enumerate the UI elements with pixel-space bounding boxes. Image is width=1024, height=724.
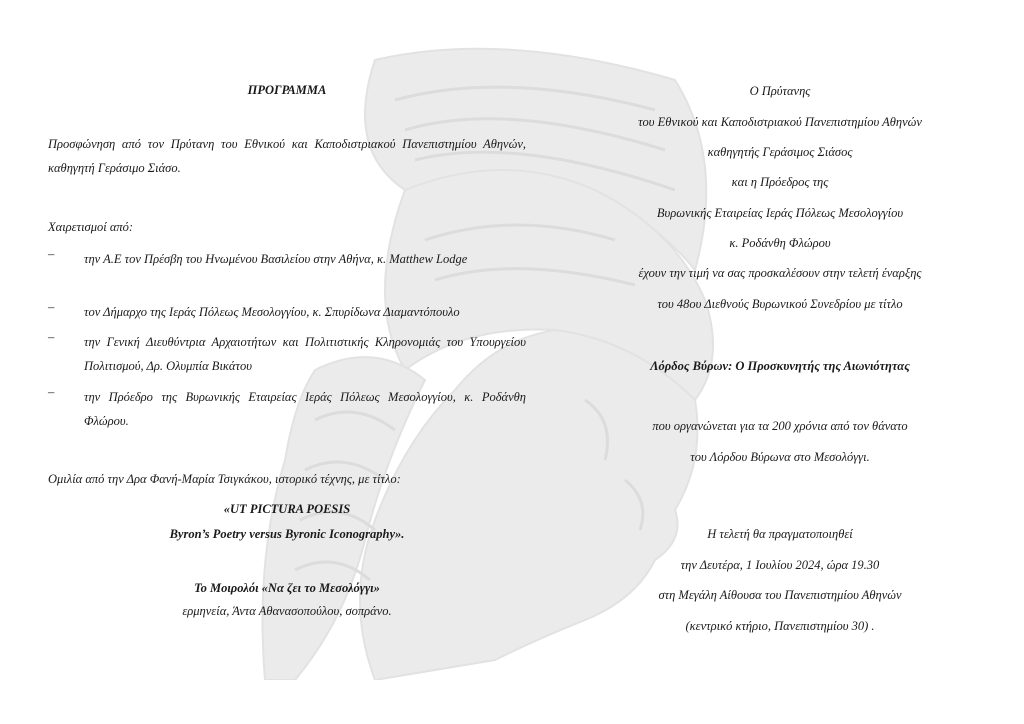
- invitation-line: του 48ου Διεθνούς Βυρωνικού Συνεδρίου με τίτλο: [657, 297, 903, 311]
- lecture-intro: Ομιλία από την Δρα Φανή-Μαρία Τσιγκάκου, ιστορικό τέχνης, με τίτλο:: [48, 472, 401, 486]
- invitation-line: κ. Ροδάνθη Φλώρου: [729, 236, 831, 250]
- ceremony-venue: στη Μεγάλη Αίθουσα του Πανεπιστημίου Αθηνών: [658, 588, 902, 602]
- invitation-line: Ο Πρύτανης: [749, 84, 811, 98]
- song-performer: ερμηνεία, Άντα Αθανασοπούλου, σοπράνο.: [182, 604, 392, 618]
- program-title: ΠΡΟΓΡΑΜΜΑ: [247, 83, 327, 97]
- greeting-text: τον Δήμαρχο της Ιεράς Πόλεως Μεσολογγίου, κ. Σπυρίδωνα Διαμαντόπουλο: [84, 305, 460, 319]
- lecture-title-line-2: Byron’s Poetry versus Byronic Iconography».: [169, 527, 405, 541]
- invitation-line: καθηγητής Γεράσιμος Σιάσος: [707, 145, 853, 159]
- invitation-line: Βυρωνικής Εταιρείας Ιεράς Πόλεως Μεσολογγίου: [656, 206, 904, 220]
- greeting-item: [48, 300, 526, 330]
- invitation-line: του Λόρδου Βύρωνα στο Μεσολόγγι.: [690, 450, 870, 464]
- greeting-text: την Γενική Διευθύντρια Αρχαιοτήτων και Πολιτιστικής Κληρονομιάς του Υπουργείου Πολιτισμού, Δρ. Ολυμπία Βικάτου: [84, 335, 526, 373]
- invitation-line: που οργανώνεται για τα 200 χρόνια από τον θάνατο: [652, 419, 908, 433]
- greetings-heading: Χαιρετισμοί από:: [48, 220, 134, 234]
- invitation-line: του Εθνικού και Καποδιστριακού Πανεπιστημίου Αθηνών: [638, 115, 922, 129]
- ceremony-date: την Δευτέρα, 1 Ιουλίου 2024, ώρα 19.30: [680, 558, 880, 572]
- ceremony-address: (κεντρικό κτήριο, Πανεπιστημίου 30) .: [685, 619, 875, 633]
- greeting-item: [48, 247, 526, 307]
- greeting-item: [48, 330, 526, 390]
- invitation-line: και η Πρόεδρος της: [731, 175, 829, 189]
- lecture-title-line-1: «UT PICTURA POESIS: [223, 502, 351, 516]
- bullet-marker: –: [48, 385, 55, 399]
- greeting-text: την Πρόεδρο της Βυρωνικής Εταιρείας Ιεράς Πόλεως Μεσολογγίου, κ. Ροδάνθη Φλώρου.: [84, 390, 526, 428]
- song-title: Το Μοιρολόι «Να ζει το Μεσολόγγι»: [194, 581, 380, 595]
- greeting-text: την Α.Ε τον Πρέσβη του Ηνωμένου Βασιλείου στην Αθήνα, κ. Matthew Lodge: [84, 252, 468, 266]
- rector-address: Προσφώνηση από τον Πρύτανη του Εθνικού και Καποδιστριακού Πανεπιστημίου Αθηνών, καθηγητή Γεράσιμο Σιάσο.: [48, 137, 526, 175]
- invitation-line: έχουν την τιμή να σας προσκαλέσουν στην τελετή έναρξης: [638, 266, 922, 280]
- bullet-marker: –: [48, 247, 55, 261]
- greeting-item: [48, 385, 526, 445]
- bullet-marker: –: [48, 330, 55, 344]
- ceremony-line: Η τελετή θα πραγματοποιηθεί: [707, 527, 853, 541]
- bullet-marker: –: [48, 300, 55, 314]
- conference-title: Λόρδος Βύρων: Ο Προσκυνητής της Αιωνιότητας: [650, 359, 910, 373]
